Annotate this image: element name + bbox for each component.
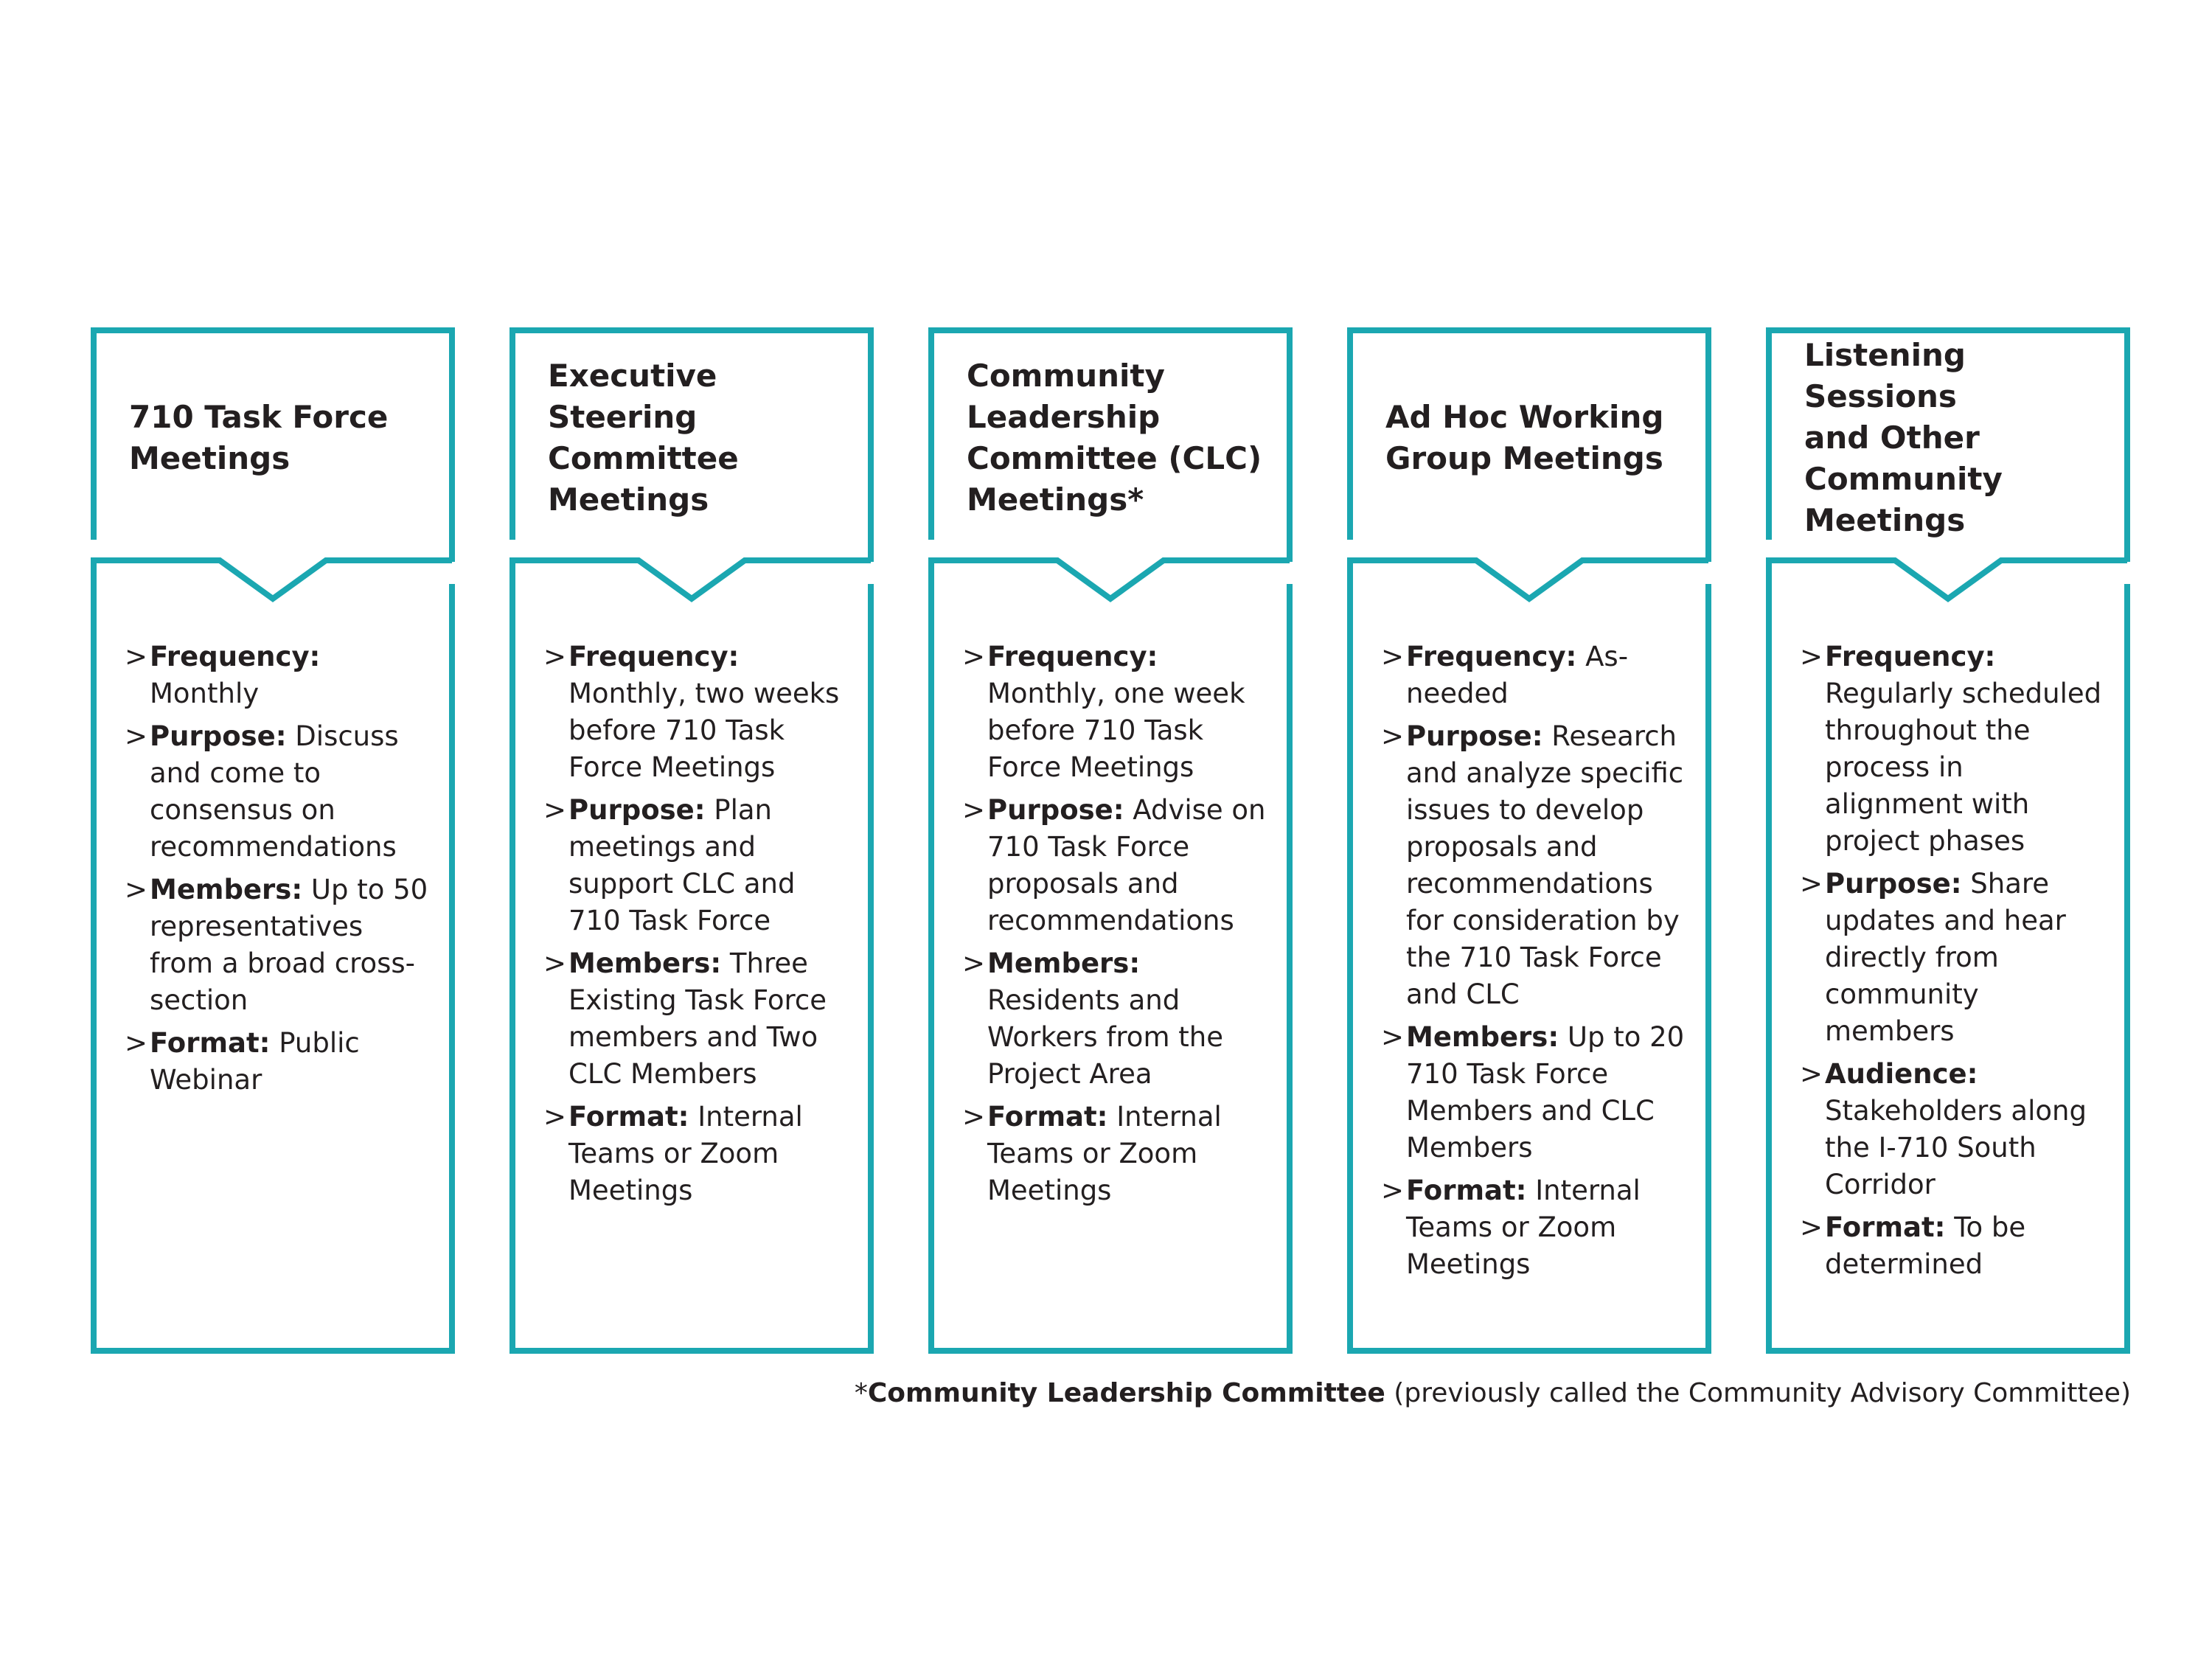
detail-label: Frequency: [987, 641, 1158, 672]
detail-item [543, 1099, 853, 1209]
column-title: Listening Sessions and Other Community Meetings [1804, 337, 2003, 538]
detail-item [125, 1025, 434, 1099]
column-details [962, 639, 1272, 1215]
detail-text: Up to 20 710 Task Force Members and CLC Members [1406, 1021, 1685, 1164]
arrow-bullet-icon: > [1800, 868, 1823, 900]
detail-label: Members: [150, 874, 303, 905]
detail-text: Up to 50 representatives from a broad cross-section [150, 874, 428, 1016]
detail-item [543, 945, 853, 1093]
detail-item [1800, 639, 2110, 860]
detail-item [1800, 1056, 2110, 1203]
arrow-bullet-icon: > [1381, 1175, 1405, 1206]
detail-text: Advise on 710 Task Force proposals and recommendations [987, 794, 1266, 936]
detail-label: Frequency: [1825, 641, 1996, 672]
arrow-bullet-icon: > [125, 874, 148, 905]
detail-label: Frequency: [1406, 641, 1577, 672]
arrow-bullet-icon: > [962, 641, 986, 672]
detail-label: Format: [568, 1101, 689, 1133]
detail-label: Purpose: [987, 794, 1124, 826]
detail-item [1381, 1172, 1691, 1283]
footnote-text: (previously called the Community Advisory Committee) [1385, 1378, 2131, 1408]
detail-text: Monthly, one week before 710 Task Force Meetings [987, 678, 1245, 783]
detail-text: Regularly scheduled throughout the process in alignment with project phases [1825, 678, 2102, 857]
column-details [1381, 639, 1691, 1289]
arrow-bullet-icon: > [1800, 1211, 1823, 1243]
detail-text: Internal Teams or Zoom Meetings [1406, 1175, 1641, 1280]
column-details [1800, 639, 2110, 1289]
detail-label: Purpose: [1406, 720, 1543, 752]
detail-text: Research and analyze specific issues to develop proposals and recommendations for consideration by the 710 Task Force and CLC [1406, 720, 1684, 1010]
detail-label: Purpose: [150, 720, 287, 752]
column-header [1769, 330, 2127, 546]
column-header [931, 330, 1290, 546]
detail-item [1800, 866, 2110, 1050]
detail-label: Format: [150, 1027, 271, 1059]
detail-label: Format: [1406, 1175, 1527, 1206]
detail-item [1800, 1209, 2110, 1283]
detail-label: Purpose: [1825, 868, 1962, 900]
detail-item [1381, 639, 1691, 712]
column-title: Executive Steering Committee Meetings [548, 358, 739, 518]
footnote-term: Community Leadership Committee [867, 1378, 1385, 1408]
arrow-bullet-icon: > [962, 1101, 986, 1133]
detail-item [962, 945, 1272, 1093]
arrow-bullet-icon: > [1381, 720, 1405, 752]
arrow-bullet-icon: > [543, 641, 567, 672]
detail-text: Share updates and hear directly from community members [1825, 868, 2066, 1047]
column-header [512, 330, 871, 546]
detail-text: Residents and Workers from the Project Area [987, 984, 1223, 1090]
detail-label: Format: [1825, 1211, 1946, 1243]
footnote [855, 1375, 2131, 1412]
arrow-bullet-icon: > [1800, 641, 1823, 672]
detail-item [125, 872, 434, 1019]
column-header [94, 330, 452, 546]
detail-item [543, 792, 853, 939]
detail-label: Format: [987, 1101, 1108, 1133]
detail-item [125, 639, 434, 712]
detail-label: Members: [568, 947, 722, 979]
detail-item [1381, 718, 1691, 1013]
detail-item [962, 639, 1272, 786]
detail-text: Monthly [150, 678, 260, 709]
detail-label: Purpose: [568, 794, 706, 826]
detail-text: Monthly, two weeks before 710 Task Force Meetings [568, 678, 840, 783]
detail-text: Internal Teams or Zoom Meetings [987, 1101, 1222, 1206]
arrow-bullet-icon: > [962, 794, 986, 826]
detail-item [543, 639, 853, 786]
detail-label: Frequency: [150, 641, 321, 672]
footnote-asterisk: * [854, 1378, 868, 1408]
arrow-bullet-icon: > [543, 1101, 567, 1133]
arrow-bullet-icon: > [125, 720, 148, 752]
detail-text: Stakeholders along the I-710 South Corridor [1825, 1095, 2087, 1200]
column-header [1350, 330, 1708, 546]
detail-label: Audience: [1825, 1058, 1978, 1090]
detail-text: Three Existing Task Force members and Two CLC Members [568, 947, 827, 1090]
detail-item [962, 1099, 1272, 1209]
detail-label: Members: [1406, 1021, 1559, 1053]
detail-text: Public Webinar [150, 1027, 360, 1096]
detail-text: As-needed [1406, 641, 1629, 709]
column-details [125, 639, 434, 1105]
arrow-bullet-icon: > [125, 641, 148, 672]
detail-text: Plan meetings and support CLC and 710 Task Force [568, 794, 796, 936]
column-details [543, 639, 853, 1215]
detail-text: Internal Teams or Zoom Meetings [568, 1101, 803, 1206]
detail-label: Members: [987, 947, 1141, 979]
column-title: Community Leadership Committee (CLC) Meetings* [967, 358, 1262, 518]
detail-label: Frequency: [568, 641, 740, 672]
detail-text: Discuss and come to consensus on recommendations [150, 720, 399, 863]
detail-item [125, 718, 434, 866]
arrow-bullet-icon: > [125, 1027, 148, 1059]
arrow-bullet-icon: > [543, 947, 567, 979]
column-title: 710 Task Force Meetings [129, 399, 389, 476]
arrow-bullet-icon: > [1381, 641, 1405, 672]
arrow-bullet-icon: > [1381, 1021, 1405, 1053]
column-title: Ad Hoc Working Group Meetings [1385, 399, 1664, 476]
arrow-bullet-icon: > [962, 947, 986, 979]
detail-item [962, 792, 1272, 939]
detail-item [1381, 1019, 1691, 1166]
arrow-bullet-icon: > [543, 794, 567, 826]
detail-text: To be determined [1825, 1211, 2026, 1280]
arrow-bullet-icon: > [1800, 1058, 1823, 1090]
